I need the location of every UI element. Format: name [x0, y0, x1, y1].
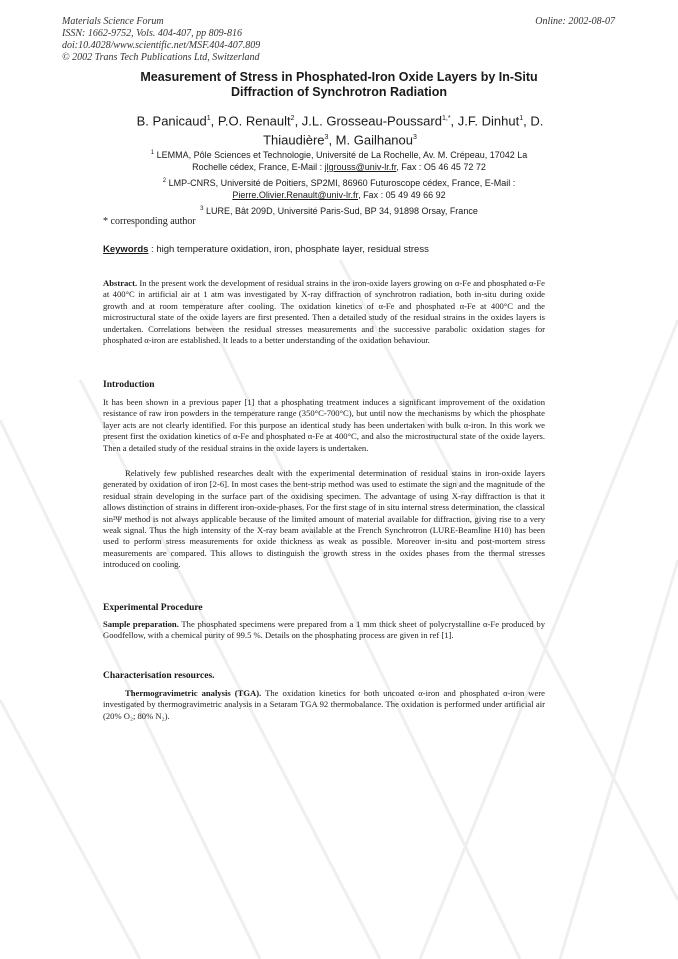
title-line-2: Diffraction of Synchrotron Radiation — [231, 85, 447, 99]
affiliation-2: $^2$ LMP-CNRS, Université de Poitiers, SP2MI, 86960 Futuroscope cédex, France, E-Mail : Pierre.Olivier.Renault@univ-lr.fr, Fax : 05 49 49 66 92 — [162, 178, 516, 200]
abstract — [103, 278, 545, 346]
introduction-heading: Introduction — [103, 380, 155, 390]
doi-line: doi:10.4028/www.scientific.net/MSF.404-407.809 — [62, 40, 261, 51]
author-name: J.F. Dinhut — [457, 113, 520, 129]
author-name: P.O. Renault — [217, 113, 291, 129]
corresponding-author-note: * corresponding author — [103, 216, 196, 227]
journal-info — [62, 16, 260, 64]
author-affiliation-mark: 1 — [206, 115, 211, 122]
characterisation-heading: Characterisation resources. — [103, 671, 215, 681]
author-affiliation-mark: 2 — [290, 115, 295, 122]
paper-title — [100, 70, 578, 100]
tga-label: Thermogravimetric analysis (TGA). — [125, 688, 262, 698]
affiliation-1: $^1$ LEMMA, Pôle Sciences et Technologie, Université de La Rochelle, Av. M. Crépeau, 17042 La Rochelle cédex, France, E-Mail : jlgrouss@univ-lr.fr, Fax : O5 46 45 72 72 — [150, 150, 528, 172]
author-affiliation-mark: 3 — [324, 134, 329, 142]
author-affiliation-mark: 3 — [413, 134, 417, 142]
author-affiliation-mark: 1,* — [441, 115, 451, 122]
keywords-label: Keywords — [103, 244, 149, 255]
email-link[interactable]: jlgrouss@univ-lr.fr — [324, 162, 397, 172]
author-name: J.L. Grosseau-Poussard — [301, 113, 442, 129]
experimental-heading: Experimental Procedure — [103, 603, 203, 613]
introduction-paragraph: It has been shown in a previous paper [1] that a phosphating treatment induces a significant improvement of the oxidation resistance of raw iron powders in the temperature range (350°C-700°C), but until now the mechanisms by which the phosphate layer acts are not clearly identified. For this purpose an identical study has been undertaken with bulk α-iron. In this work we present first the oxidation kinetics of α-Fe and phosphated α-Fe at 400°C, and also the microstructural state of the oxide layers. Then a detailed study of the residual strains in the oxide layers is undertaken. — [103, 397, 545, 453]
affiliation-3: $^3$ LURE, Bât 209D, Université Paris-Sud, BP 34, 91898 Orsay, France — [200, 206, 478, 216]
copyright-line: © 2002 Trans Tech Publications Ltd, Switzerland — [62, 52, 260, 63]
online-date: Online: 2002-08-07 — [535, 16, 615, 27]
author-list: B. Panicaud$^1$, P.O. Renault$^2$, J.L. Grosseau-Poussard$^{1,*}$, J.F. Dinhut$^1$, D. Thiaudière$^3$, M. Gailhanou$^3$ — [136, 113, 544, 148]
title-line-1: Measurement of Stress in Phosphated-Iron Oxide Layers by In-Situ — [140, 70, 538, 84]
sample-preparation-label: Sample preparation. — [103, 619, 179, 629]
issn-line: ISSN: 1662-9752, Vols. 404-407, pp 809-816 — [62, 28, 242, 39]
author-name: D. Thiaudière — [263, 113, 544, 148]
keywords — [103, 244, 429, 255]
journal-name: Materials Science Forum — [62, 16, 164, 27]
sample-preparation-paragraph: Sample preparation. The phosphated specimens were prepared from a 1 mm thick sheet of polycrystalline α-Fe produced by Goodfellow, with a chemical purity of 99.5 %. Details on the phosphating process are given in ref [1]. — [103, 619, 546, 641]
author-name: B. Panicaud — [136, 113, 207, 129]
abstract-label: Abstract. — [103, 278, 138, 288]
keywords-text: : high temperature oxidation, iron, phosphate layer, residual stress — [148, 244, 429, 255]
abstract-text: In the present work the development of residual strains in the iron-oxide layers growing on α-Fe and phosphated α-Fe at 400°C in artificial air at 1 atm was investigated by X-ray diffraction of synchrotron radiation, both in-situ during oxide growth and at room temperature after cooling. The oxidation kinetics of α-Fe and phosphated α-Fe at 400°C and the microstructural state of the oxide layers are first presented. Then a detailed study of the residual strains in the oxides layers is undertaken. Correlations between the residual stresses measurements and the successive parabolic oxidation stages for phosphated α-iron are established. It leads to a better understanding of the oxidation behaviour. — [103, 278, 545, 346]
author-affiliation-mark: 1 — [519, 115, 524, 122]
author-name: M. Gailhanou — [335, 132, 413, 148]
email-link[interactable]: Pierre.Olivier.Renault@univ-lr.fr — [232, 190, 359, 200]
introduction-paragraph: Relatively few published researches dealt with the experimental determination of residual stains in iron-oxide layers generated by oxidation of iron [2-6]. In most cases the bent-strip method was used to estimate the sign and the magnitude of the residual strain developing in the surface part of the oxidising specimen. The advantage of using X-ray diffraction is that it allows distinction of strains in different iron-oxide-phases. For the first stage of in situ internal stress determination, the classical sin²Ψ method is not always applicable because of the limited amount of material available for diffraction, giving rise to a very weak signal. Thus the high intensity of the X-ray beam available at the French Synchrotron (LURE-Beamline H10) has been used to perform stress measurements for oxide thickness as weak as possible. Moreover in-situ and post-mortem stress measurements are compared. This allows to distinguish the growth stress in the oxides phases from the thermal stresses introduced on cooling. — [103, 468, 545, 570]
tga-paragraph: Thermogravimetric analysis (TGA). The oxidation kinetics for both uncoated α-iron and phosphated α-iron were investigated by thermogravimetric analysis in a Setaram TGA 92 thermobalance. The oxidation is performed under artificial air (20% O₂; 80% N₂). — [103, 688, 546, 721]
